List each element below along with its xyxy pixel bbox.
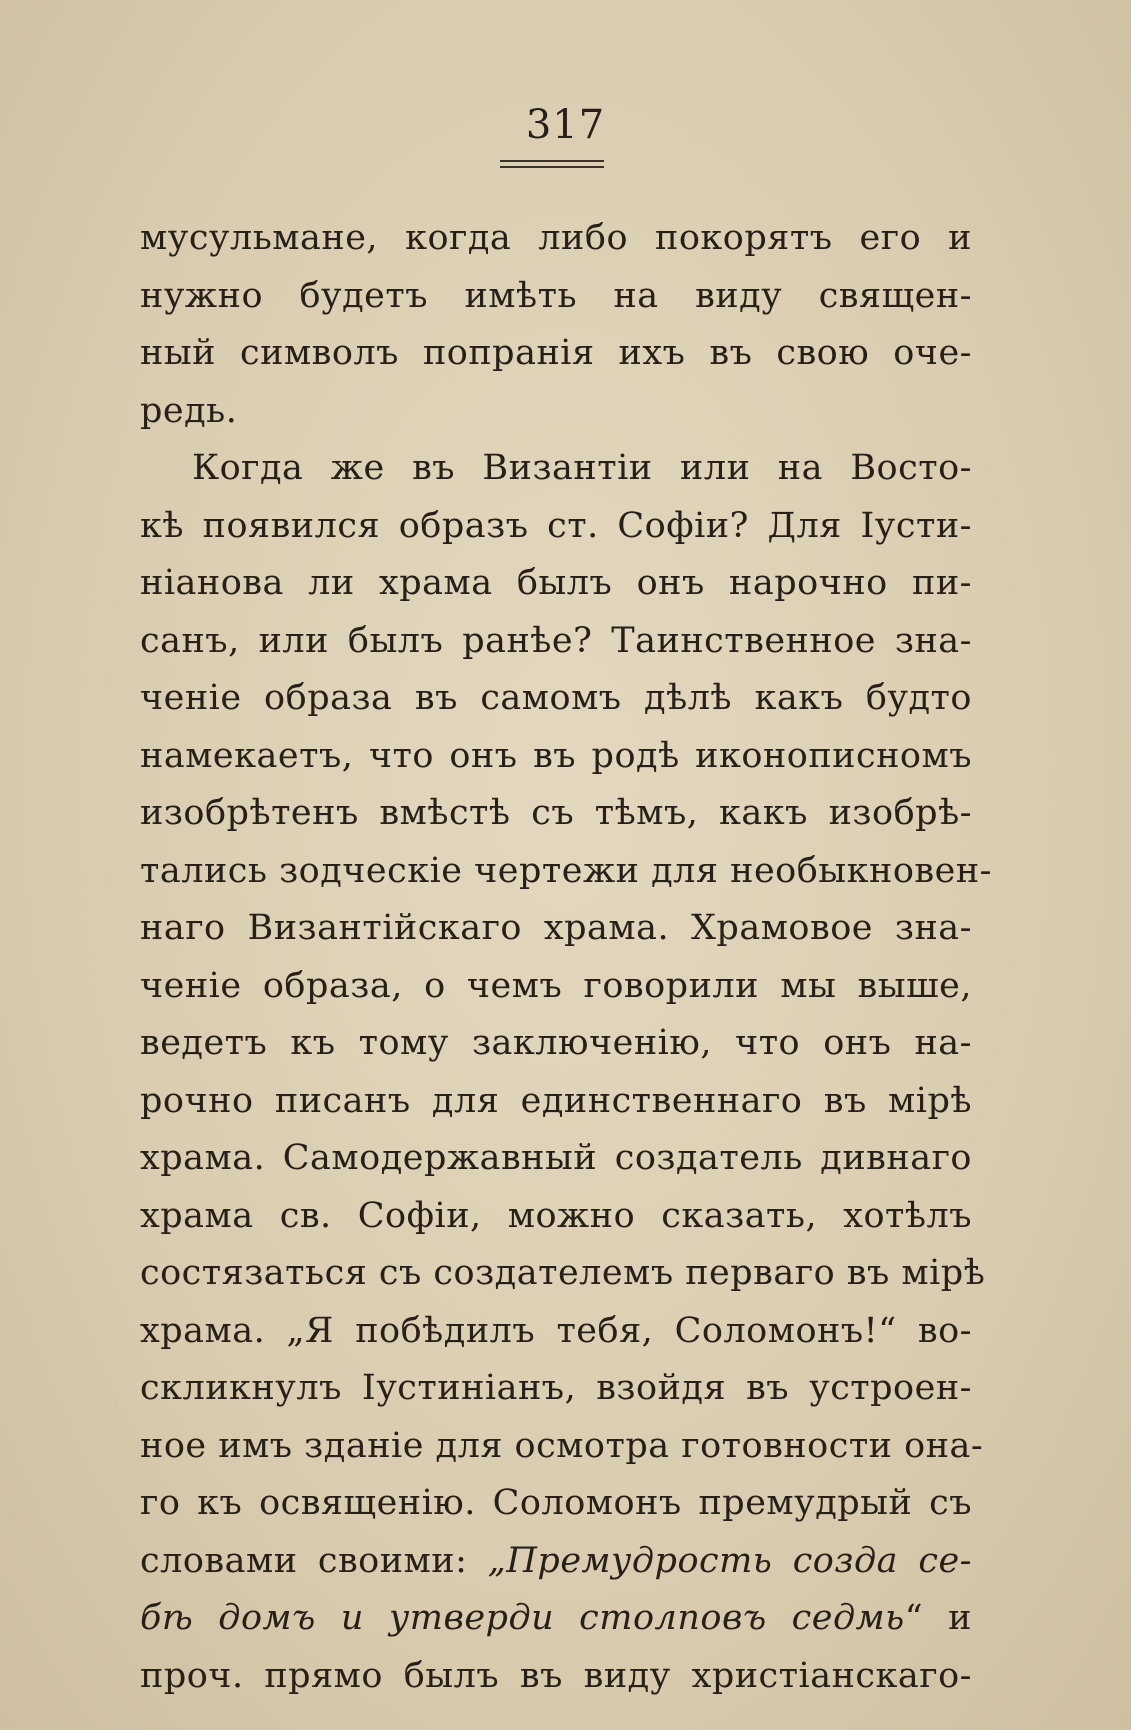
text-line: проч. прямо былъ въ виду христіанскаго- <box>140 1655 972 1696</box>
text-line: го къ освященію. Соломонъ премудрый съ <box>140 1483 972 1523</box>
text-line: ное имъ зданіе для осмотра готовности она- <box>140 1425 984 1466</box>
text-line: храма св. Софіи, можно сказать, хотѣлъ <box>140 1195 972 1236</box>
page-number: 317 <box>525 102 606 148</box>
header-rule-bottom <box>500 166 604 168</box>
text-line: ведетъ къ тому заключенію, что онъ на- <box>140 1023 972 1063</box>
text-line: мусульмане, когда либо покорятъ его и <box>140 218 972 258</box>
text-line: ніанова ли храма былъ онъ нарочно пи- <box>140 563 972 603</box>
text-line: изобрѣтенъ вмѣстѣ съ тѣмъ, какъ изобрѣ- <box>140 793 972 833</box>
text-line: ный символъ попранія ихъ въ свою оче- <box>140 333 972 373</box>
text-line: ченіе образа, о чемъ говорили мы выше, <box>140 965 972 1006</box>
header-rule-top <box>500 160 604 162</box>
italic-quote: бѣ домъ и утверди столповъ седмь <box>140 1598 905 1638</box>
text-line: состязаться съ создателемъ перваго въ мірѣ <box>140 1253 986 1293</box>
body-text <box>140 210 993 1705</box>
text-line: храма. „Я побѣдилъ тебя, Соломонъ!“ во- <box>140 1310 972 1351</box>
text-line: наго Византійскаго храма. Храмовое зна- <box>140 908 972 948</box>
text-line <box>140 1590 972 1648</box>
line-segment: словами своими: <box>140 1540 488 1581</box>
line-segment: “ и <box>904 1598 972 1638</box>
text-line <box>140 1533 972 1591</box>
text-line: храма. Самодержавный создатель дивнаго <box>140 1138 972 1178</box>
text-line: Когда же въ Византіи или на Восто- <box>192 448 972 488</box>
text-line: намекаетъ, что онъ въ родѣ иконописномъ <box>140 735 972 776</box>
text-line: санъ, или былъ ранѣе? Таинственное зна- <box>140 620 972 661</box>
text-line: редь. <box>140 390 238 431</box>
italic-quote: „Премудрость созда се- <box>487 1540 972 1581</box>
text-line: ченіе образа въ самомъ дѣлѣ какъ будто <box>140 678 972 718</box>
text-line: рочно писанъ для единственнаго въ мірѣ <box>140 1080 972 1121</box>
text-line: кѣ появился образъ ст. Софіи? Для Іусти- <box>140 505 972 546</box>
text-line: тались зодческіе чертежи для необыкновен- <box>140 850 993 891</box>
text-line: нужно будетъ имѣть на виду священ- <box>140 275 972 316</box>
text-line: скликнулъ Іустиніанъ, взойдя въ устроен- <box>140 1368 972 1408</box>
